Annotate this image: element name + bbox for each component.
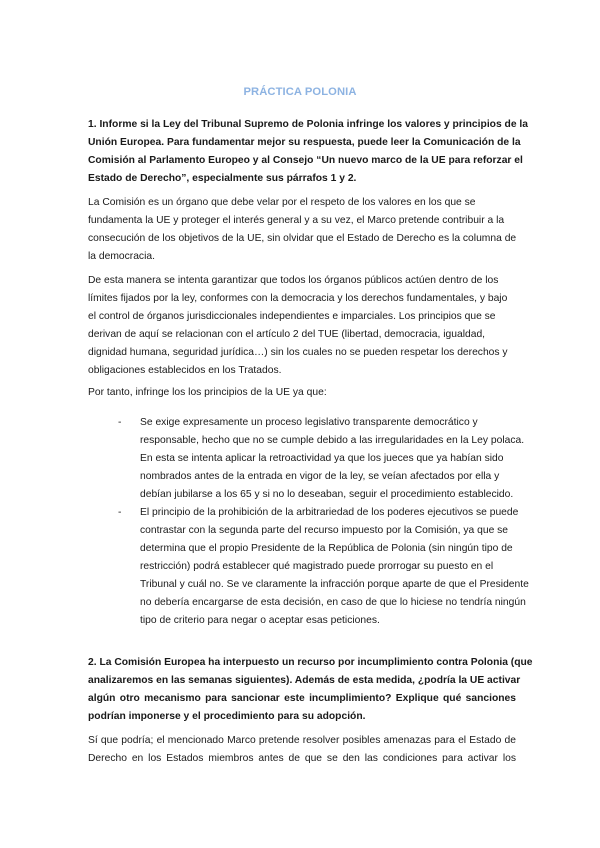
- bullet-line: no debería encargarse de esta decisión, en caso de que lo hiciese no tendría ningún: [140, 597, 526, 608]
- question-2-line: algún otro mecanismo para sancionar este incumplimiento? Explique qué sanciones: [88, 693, 516, 704]
- document-title: PRÁCTICA POLONIA: [243, 86, 357, 98]
- paragraph-line: La Comisión es un órgano que debe velar por el respeto de los valores en los que se: [88, 197, 476, 208]
- question-2: [88, 654, 533, 726]
- bullet-line: En esta se intenta aplicar la retroactividad ya que los jueces que ya habían sido: [140, 453, 504, 464]
- paragraph-line: el control de órganos jurisdiccionales independientes e imparciales. Los principios que se: [88, 311, 496, 322]
- question-2-line: 2. La Comisión Europea ha interpuesto un recurso por incumplimiento contra Polonia (que: [88, 657, 533, 668]
- paragraph-line: De esta manera se intenta garantizar que todos los órganos públicos actúen dentro de los: [88, 275, 499, 286]
- bullet-line: Se exige expresamente un proceso legislativo transparente democrático y: [140, 417, 478, 428]
- paragraph-line: Por tanto, infringe los los principios de la UE ya que:: [88, 387, 327, 398]
- paragraph-line: derivan de aquí se relacionan con el artículo 2 del TUE (libertad, democracia, igualdad,: [88, 329, 486, 340]
- paragraph-line: límites fijados por la ley, conformes con la democracia y los derechos fundamentales, y bajo: [88, 293, 508, 304]
- paragraph-line: Sí que podría; el mencionado Marco pretende resolver posibles amenazas para el Estado de: [88, 735, 516, 746]
- bullet-line: El principio de la prohibición de la arbitrariedad de los poderes ejecutivos se puede: [140, 507, 519, 518]
- bullet-line: restricción) podrá establecer qué magistrado puede prorrogar su puesto en el: [140, 561, 494, 572]
- paragraph-2: [88, 272, 516, 380]
- question-1: [88, 116, 529, 188]
- bullet-line: Tribunal y cuál no. Se ve claramente la infracción porque aparte de que el Presidente: [140, 579, 529, 590]
- question-1-line: 1. Informe si la Ley del Tribunal Supremo de Polonia infringe los valores y principios de la: [88, 119, 529, 130]
- paragraph-line: fundamenta la UE y proteger el interés general y a su vez, el Marco pretende contribuir a la: [88, 215, 505, 226]
- bullet-line: contrastar con la segunda parte del recurso impuesto por la Comisión, ya que se: [140, 525, 509, 536]
- paragraph-4: [88, 732, 516, 768]
- bullet-item-2: [140, 504, 529, 630]
- question-2-line: podrían imponerse y el procedimiento para su adopción.: [88, 711, 366, 722]
- question-2-line: analizaremos en las semanas siguientes). Además de esta medida, ¿podría la UE activar: [88, 675, 521, 686]
- paragraph-line: dignidad humana, seguridad jurídica…) sin los cuales no se pueden respetar los derechos y: [88, 347, 508, 358]
- bullet-line: responsable, hecho que no se cumple debido a las irregularidades en la Ley polaca.: [140, 435, 525, 446]
- paragraph-line: obligaciones establecidos en los Tratados.: [88, 365, 282, 376]
- question-1-line: Comisión al Parlamento Europeo y al Consejo “Un nuevo marco de la UE para reforzar el: [88, 155, 523, 166]
- bullet-line: nombrados antes de la entrada en vigor de la ley, se veían afectados por ella y: [140, 471, 500, 482]
- bullet-line: determina que el propio Presidente de la República de Polonia (sin ningún tipo de: [140, 543, 513, 554]
- paragraph-line: Derecho en los Estados miembros antes de que se den las condiciones para activar los: [88, 753, 516, 764]
- bullet-marker: -: [118, 417, 122, 428]
- paragraph-1: [88, 194, 516, 266]
- question-1-line: Estado de Derecho”, especialmente sus párrafos 1 y 2.: [88, 173, 357, 184]
- paragraph-line: consecución de los objetivos de la UE, sin olvidar que el Estado de Derecho es la columna de: [88, 233, 517, 244]
- paragraph-3: [88, 384, 516, 402]
- bullet-line: tipo de criterio para negar o aceptar esas peticiones.: [140, 615, 380, 626]
- bullet-marker: -: [118, 507, 122, 518]
- question-1-line: Unión Europea. Para fundamentar mejor su respuesta, puede leer la Comunicación de la: [88, 137, 521, 148]
- bullet-item-1: [140, 414, 525, 504]
- bullet-line: debían jubilarse a los 65 y si no lo deseaban, seguir el procedimiento establecido.: [140, 489, 514, 500]
- paragraph-line: la democracia.: [88, 251, 155, 262]
